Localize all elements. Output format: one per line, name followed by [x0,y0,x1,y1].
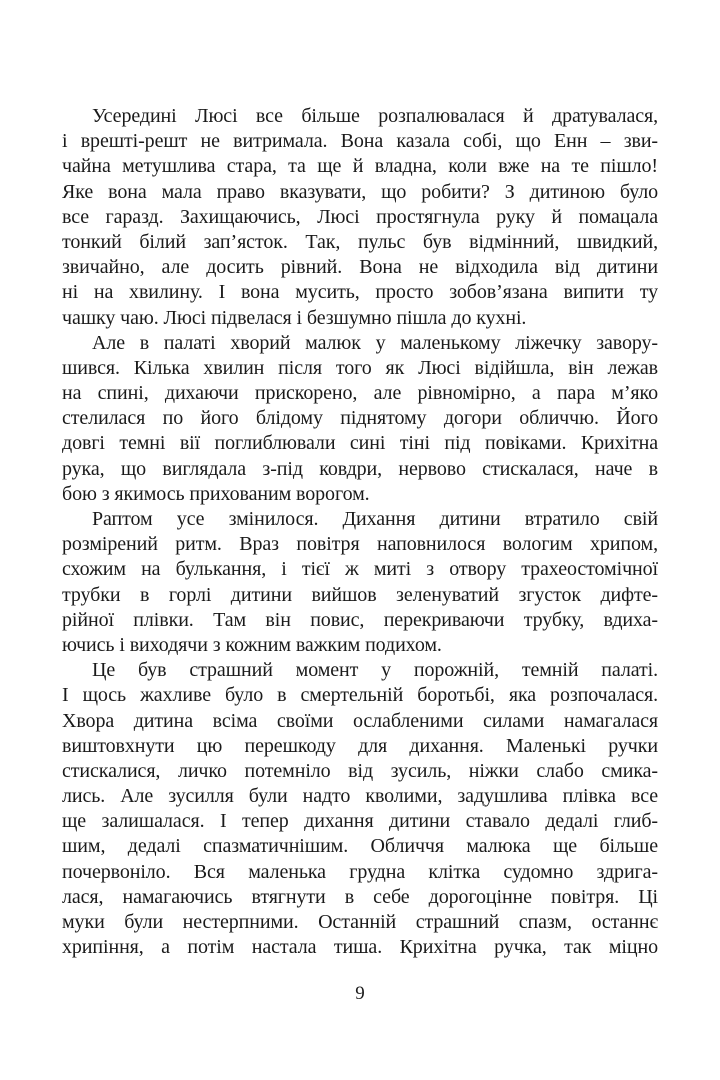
text-line: муки були нестерпними. Останній страшний спазм, останнє [62,911,658,933]
text-line: стелилася по його блідому піднятому догори обличчю. Його [62,407,658,430]
text-line: Усередині Люсі все більше розпалювалася й дратувалася, [92,105,658,127]
page-text [62,104,658,960]
text-line: рука, що виглядала з-під ковдри, нервово стискалася, наче в [62,457,658,480]
text-line: шим, дедалі спазматичнішим. Обличчя малюка ще більше [62,835,658,858]
text-line: звичайно, але досить рівний. Вона не відходила від дитини [62,256,658,279]
text-line: ючись і виходячи з кожним важким подихом. [62,633,442,656]
text-line: Але в палаті хворий малюк у маленькому ліжечку завору- [92,331,658,354]
paragraph [62,658,658,960]
text-line: і врешті-решт не витримала. Вона казала собі, що Енн – зви- [62,130,658,153]
text-line: Це був страшний момент у порожній, темній палаті. [92,659,658,682]
text-line: ще залишалася. І тепер дихання дитини ставало дедалі глиб- [62,810,658,833]
text-line: почервоніло. Вся маленька грудна клітка судомно здрига- [62,860,658,883]
text-line: на спині, дихаючи прискорено, але рівномірно, а пара м’яко [62,382,658,405]
text-line: трубки в горлі дитини вийшов зеленуватий згусток дифте- [62,583,658,606]
text-line: чайна метушлива стара, та ще й владна, коли вже на те пішло! [62,155,658,178]
text-line: бою з якимось прихованим ворогом. [62,482,370,505]
text-line: стискалися, личко потемніло від зусиль, ніжки слабо смика- [62,759,658,782]
text-line: виштовхнути цю перешкоду для дихання. Маленькі ручки [62,734,658,757]
paragraph [62,331,658,507]
text-line: рійної плівки. Там він повис, перекриваючи трубку, вдиха- [62,608,658,631]
paragraph [62,104,658,331]
page-number: 9 [355,983,365,1004]
text-line: шився. Кілька хвилин після того як Люсі відійшла, він лежав [62,356,658,379]
text-line: лася, намагаючись втягнути в себе дорогоцінне повітря. Ці [62,885,658,908]
text-line: схожим на булькання, і тієї ж миті з отвору трахеостомічної [62,558,658,581]
text-line: Хвора дитина всіма своїми ослабленими силами намагалася [62,709,658,732]
text-line: лись. Але зусилля були надто кволими, задушлива плівка все [62,785,658,808]
text-line: все гаразд. Захищаючись, Люсі простягнула руку й помацала [62,205,658,228]
text-line: хрипіння, а потім настала тиша. Крихітна ручка, так міцно [62,936,658,959]
text-line: довгі темні вії поглиблювали сині тіні під повіками. Крихітна [62,432,658,455]
text-line: ні на хвилину. І вона мусить, просто зобов’язана випити ту [62,281,658,304]
text-line: Яке вона мала право вказувати, що робити? З дитиною було [62,180,658,203]
text-line: Раптом усе змінилося. Дихання дитини втратило свій [92,508,658,530]
text-line: чашку чаю. Люсі підвелася і безшумно пішла до кухні. [62,306,527,329]
text-line: розмірений ритм. Враз повітря наповнилося вологим хрипом, [62,533,658,556]
text-line: тонкий білий зап’ясток. Так, пульс був відмінний, швидкий, [62,230,658,253]
text-line: І щось жахливе було в смертельній боротьбі, яка розпочалася. [62,684,658,707]
paragraph [62,507,658,658]
